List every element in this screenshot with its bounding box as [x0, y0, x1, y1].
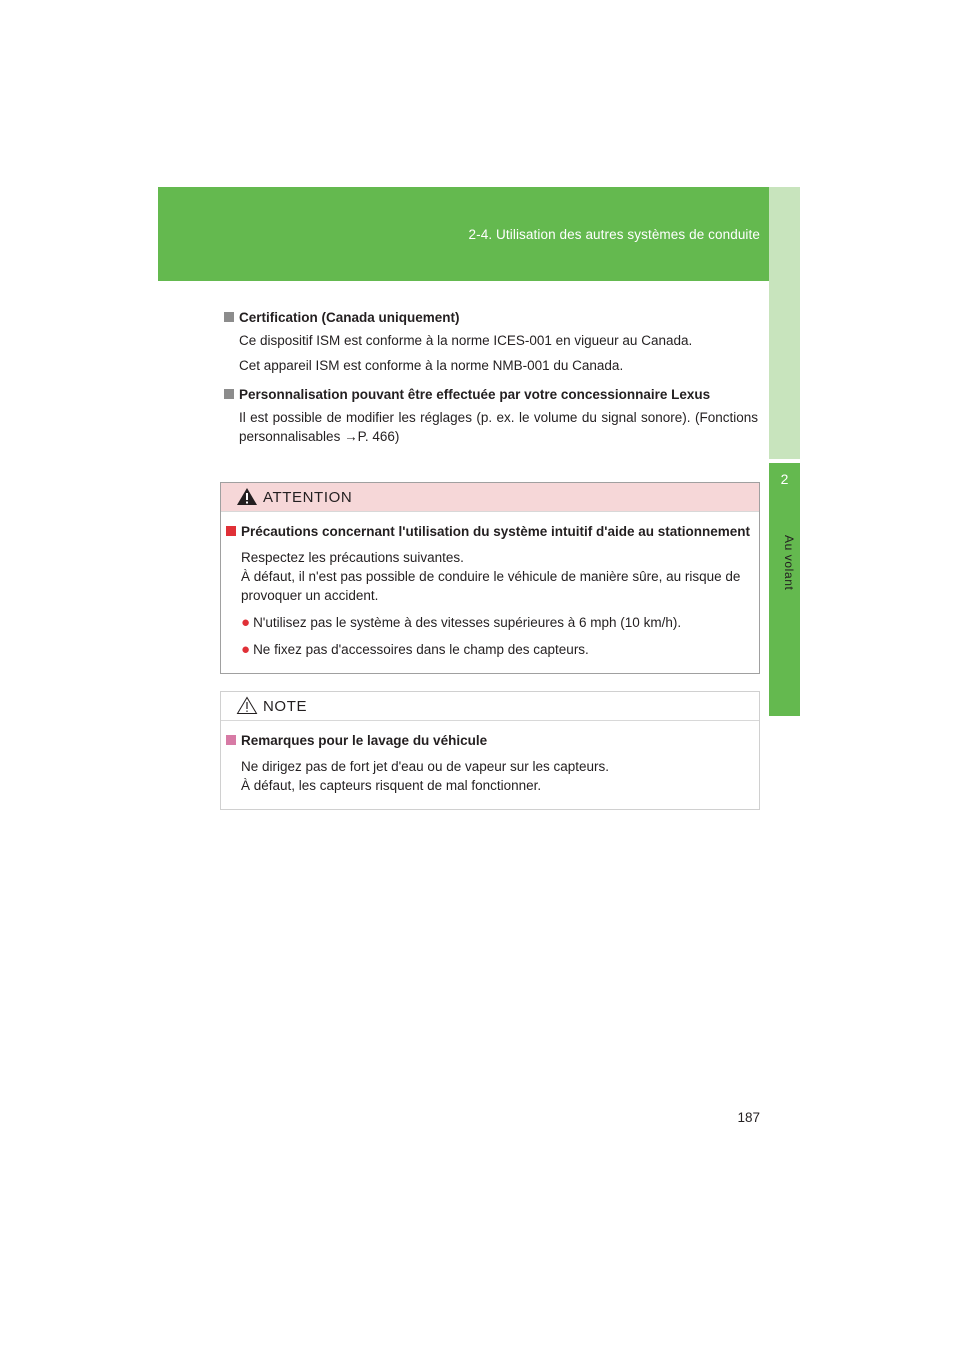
body-text: Ce dispositif ISM est conforme à la norme ICES-001 en vigueur au Canada.: [239, 333, 693, 348]
attention-title: Précautions concernant l'utilisation du système intuitif d'aide au stationnement: [241, 524, 751, 539]
caution-icon: [236, 696, 258, 715]
attention-body: [221, 512, 759, 673]
note-text: Ne dirigez pas de fort jet d'eau ou de vapeur sur les capteurs.: [241, 759, 610, 774]
round-bullet-icon: ●: [241, 614, 251, 631]
note-header: [221, 692, 759, 721]
square-bullet-icon: [226, 526, 236, 536]
attention-box: [220, 482, 760, 674]
attention-intro: Respectez les précautions suivantes.: [241, 550, 464, 565]
side-tab-number: 2: [780, 471, 789, 487]
section-certification: [224, 310, 764, 375]
note-body: [221, 721, 759, 809]
section-title: Personnalisation pouvant être effectuée par votre concessionnaire Lexus: [239, 387, 711, 402]
note-label: NOTE: [263, 698, 308, 715]
side-tab-label: Au volant: [782, 535, 796, 591]
list-item: ● N'utilisez pas le système à des vitesses supérieures à 6 mph (10 km/h).: [241, 614, 682, 631]
chapter-header: [158, 187, 800, 281]
section-title: Certification (Canada uniquement): [239, 310, 460, 325]
note-box: [220, 691, 760, 810]
round-bullet-icon: ●: [241, 641, 251, 658]
square-bullet-icon: [226, 735, 236, 745]
note-text: À défaut, les capteurs risquent de mal fonctionner.: [241, 778, 542, 793]
square-bullet-icon: [224, 389, 234, 399]
side-tab: [769, 187, 800, 1207]
square-bullet-icon: [224, 312, 234, 322]
page-number: 187: [737, 1110, 760, 1125]
list-item: ● Ne fixez pas d'accessoires dans le champ des capteurs.: [241, 641, 589, 658]
side-tab-light: [769, 187, 800, 459]
note-title: Remarques pour le lavage du véhicule: [241, 733, 488, 748]
attention-warning: À défaut, il n'est pas possible de conduire le véhicule de manière sûre, au risque de provoquer un accident.: [241, 569, 741, 603]
attention-header: [221, 483, 759, 512]
warning-icon: [236, 487, 258, 506]
section-personnalisation: [224, 387, 764, 446]
chapter-section-title: 2-4. Utilisation des autres systèmes de conduite: [468, 227, 760, 242]
body-text: Cet appareil ISM est conforme à la norme NMB-001 du Canada.: [239, 358, 624, 373]
body-text: Il est possible de modifier les réglages (p. ex. le volume du signal sonore). (Fonctions personnalisables →P. 466): [239, 410, 758, 444]
attention-label: ATTENTION: [263, 489, 353, 506]
